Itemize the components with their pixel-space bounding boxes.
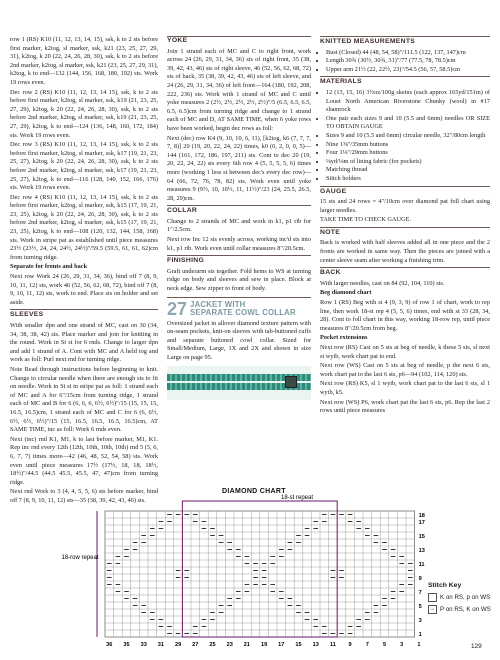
column-number: 29 — [174, 642, 182, 646]
paragraph: Dec row 2 (RS) K10 (11, 12, 13, 14 15), ssk, k to 2 sts before first marker, k2tog, sl marker, ssk, k19 (21, 23, 25, 27, 29), k2tog, k 20 (22, 24, 26, 28, 30), ssk, k to 2 sts before 2nd marker, k2tog, sl marker, ssk, k19 (21, 23, 25, 27, 29), k2tog, k to end—124 (136, 148, 160, 172, 184) sts. Work 19 rows even. — [10, 88, 158, 139]
paragraph: row 1 (RS) K10 (11, 12, 13, 14, 15), ssk, k to 2 sts before first marker, k2tog, sl marker, ssk, k21 (23, 25, 27, 29, 31), k2tog, k 20 (22, 24, 26, 28, 30), ssk, k to 2 sts before 2nd marker, k2tog, sl marker, ssk, k21 (23, 25, 27, 29, 31), k2tog, k to end—132 (144, 156, 168, 180, 192) sts. Work 19 rows even. — [10, 36, 158, 86]
diamond-chart — [10, 466, 490, 646]
column-number: 1 — [417, 642, 421, 646]
paragraph: Next row Inc 12 sts evenly across, working inc'd sts into k1, p1 rib. Work even until collar measures 8"/20.5cm. — [167, 236, 311, 252]
row-repeat-label: 18-row repeat — [61, 555, 99, 561]
heading-back: BACK — [320, 267, 490, 278]
column-number: 7 — [365, 642, 369, 646]
row-number: 5 — [418, 604, 422, 610]
project-title — [190, 301, 296, 317]
row-number: 11 — [418, 562, 425, 568]
column-number: 9 — [348, 642, 352, 646]
paragraph: Back is worked with half sleeves added all in one piece and the 2 fronts are worked in same way. Then the pieces are joined with a center sleeve seam after working a finishing trim. — [320, 239, 490, 264]
paragraph: Change to 2 strands of MC and work in k1, p1 rib for 1"/2.5cm. — [167, 217, 311, 234]
subheading-separate: Separate for fronts and back — [10, 263, 88, 271]
row-number: 18 — [418, 513, 425, 519]
stitch-key-label: K on RS, p on WS — [440, 594, 491, 601]
stitch-key-item — [428, 593, 491, 602]
purl-symbol-icon: − — [428, 605, 437, 614]
paragraph: Dec row 4 (RS) K10 (11, 12, 13, 14 15), ssk, k to 2 sts before first marker, k2tog, sl marker, ssk, k15 (17, 19, 21, 23, 25), k2tog, k 20 (22, 24, 26, 28, 30), ssk, k to 2 sts before 2nd marker, k2tog, sl marker, ssk, k15 (17, 19, 21, 23, 25), k2tog, k to end—108 (120, 132, 144, 158, 168) sts. Work in stripe pat as established until piece measures 23½ (23½, 24, 24, 24½, 24½)"/59.5 (59.5, 61, 61, 62)cm from turning ridge. — [10, 193, 158, 261]
column-number: 23 — [226, 642, 233, 646]
list-item: • Bust (Closed) 44 (48, 54, 58)"/111.5 (122, 137, 147)cm — [326, 49, 490, 58]
heading-collar: COLLAR — [167, 205, 311, 216]
paragraph: Oversized jacket in allover diamond texture pattern with on-seam pockets, knit-on sleeves with tab-buttoned cuffs and separate buttoned cowl collar. Sized for Small/Medium, Large, 1X and 2X and shown in size Large on page 95. — [167, 319, 311, 361]
column-number: 27 — [192, 642, 199, 646]
paragraph: Next row Work 24 (26, 29, 31, 34, 36), bind off 7 (8, 9, 10, 11, 12) sts, work 46 (52, 56, 62, 68, 72), bind off 7 (8, 9, 10, 11, 12) sts, work to end. Place sts on holder and set aside. — [10, 273, 158, 306]
page-number: 129 — [471, 643, 482, 650]
list-item: • ⅛yd/⅛m of lining fabric (for pockets) — [326, 158, 490, 167]
paragraph: Next row (WS) Cast on 5 sts at beg of needle, p the next 6 sts, work chart pat to the last 6 sts, p6—94 (102, 114, 120) sts. — [320, 362, 490, 378]
subheading-pocket: Pocket extensions — [320, 334, 368, 342]
column-number: 17 — [278, 642, 285, 646]
column-number: 15 — [295, 642, 302, 646]
repeat-label: 18-st repeat — [280, 495, 314, 501]
column-number: 25 — [209, 642, 216, 646]
list-item: • Four 1⅛"/29mm buttons — [326, 149, 490, 158]
paragraph: Row 1 (RS) Beg with st 4 (9, 3, 9) of row 1 of chart, work to rep line, then work 18-st rep 4 (5, 5, 6) times, end with st 33 (28, 34, 28). Cont to foll chart in this way, working 18-row rep, until piece measures 8"/20.5cm from beg. — [320, 299, 490, 332]
project-title-line: JACKET WITH — [190, 299, 246, 309]
yarn-swatch-image — [167, 366, 311, 400]
paragraph: TAKE TIME TO CHECK GAUGE. — [320, 216, 411, 224]
paragraph: Next (inc) rnd K1, M1, k to last before marker, M1, K1. Rep inc rnd every 12th (12th, 10th, 10th, 10th) rnd 5 (5, 6, 6, 7, 7) times more—42 (46, 48, 52, 54, 58) sts. Work even until piece measures 17½ (17½, 18, 18, 18½, 18½)"/44.5 (44.5 45.5, 45.5, 47, 47)cm from turning ridge. — [10, 435, 158, 486]
paragraph: 15 sts and 24 rows = 4"/10cm over diamond pat foll chart using larger needles. — [320, 198, 490, 214]
materials-list — [320, 89, 490, 184]
row-number: 1 — [418, 632, 422, 638]
column-number: 21 — [243, 642, 251, 646]
heading-note: NOTE — [320, 227, 490, 238]
measurement-list — [320, 49, 490, 75]
stitch-key-item — [428, 605, 491, 614]
heading-materials: MATERIALS — [320, 76, 490, 87]
column-number: 33 — [140, 642, 147, 646]
list-item: • One pair each sizes 9 and 10 (5.5 and 6mm) needles OR SIZE TO OBTAIN GAUGE — [326, 115, 490, 132]
heading-gauge: GAUGE — [320, 186, 490, 197]
column-number: 35 — [123, 642, 130, 646]
column-number: 3 — [400, 642, 404, 646]
list-item: • Length 30¾ (30½, 30¾, 31)"/77 (77.5, 78, 78.5)cm — [326, 57, 490, 66]
column-number: 31 — [157, 642, 165, 646]
list-item: • Stitch holders — [326, 175, 490, 184]
heading-sleeves: SLEEVES — [10, 309, 158, 320]
paragraph: Next (dec) row K4 (9, 10, 10, 6, 11), [k2tog, k6 (7, 7, 7, 7, 8)] 20 (19, 20, 22, 24, 22) times, k0 (0, 2, 0, 0, 5)—144 (161, 172, 186, 197, 211) sts. Cont to dec 20 (19, 20, 22, 24, 22) sts every 6th row 4 (5, 5, 5, 5, 6) times more (working 1 less st between dec's every dec row)—64 (66, 72, 76, 78, 82) sts. Work even until yoke measures 9 (9½, 10, 10½, 11, 11½)"/23 (24, 25.5, 26.5, 28, 29)cm. — [167, 134, 311, 202]
chart-title: DIAMOND CHART — [222, 488, 286, 495]
column-left — [10, 36, 158, 506]
column-right — [320, 36, 490, 417]
paragraph: Note Read through instructions before beginning to knit. Change to circular needle when there are enough sts to fit on needle. Work in St st in stripe pat as foll: 1 strand each of MC and A for 6"/15cm from turning ridge, 1 strand each of MC and B for 6 (6, 6, 6, 6½, 6½)"/15 (15, 15, 15, 16.5, 16.5)cm, 1 strand each of MC and C for 6 (6, 6½, 6½, 6½, 6½)"/15 (15, 16.5, 16.5, 16.5, 16.5)cm, AT SAME TIME, inc as foll: Work 6 rnds even. — [10, 365, 158, 434]
bottom-numbers — [106, 642, 420, 646]
list-item: • Nine 1⅜"/35mm buttons — [326, 141, 490, 150]
paragraph: Next row (RS) Cast on 5 sts at beg of needle, k these 5 sts, sl next st wyib, work chart pat to end. — [320, 344, 490, 360]
paragraph: Next row (RS) K5, sl 1 wyib, work chart pat to the last 6 sts, sl 1 wyib, k5. — [320, 380, 490, 396]
subheading-diamond: Beg diamond chart — [320, 289, 372, 297]
paragraph: With smaller dpn and one strand of MC, cast on 30 (34, 34, 38, 38, 42) sts. Place marker and join for knitting in the round. Work in St st for 6 rnds. Change to larger dpn and add 1 strand of A. Cont with MC and A held tog and work as foll: Purl next rnd for turning ridge. — [10, 322, 158, 364]
column-middle — [167, 36, 311, 400]
row-number: 3 — [418, 618, 422, 624]
chart-grid — [97, 501, 415, 637]
paragraph: Join 1 strand each of MC and C to right front, work across 24 (26, 29, 31, 34, 36) sts of right front, 35 (38, 39, 42, 43, 46) sts of right sleeve, 46 (52, 56, 62, 68, 72) sts of back, 35 (38, 39, 42, 43, 46) sts of left sleeve, and 24 (26, 29, 31, 34, 36) of left front—164 (180, 192, 208, 222, 236) sts. Work with 1 strand of MC and C until yoke measures 2 (2½, 2½, 2½, 2½, 2½)"/5 (6.5, 6.5, 6.5, 6.5, 6.5)cm from turning ridge and change to 1 strand each of MC and D, AT SAME TIME, when 6 yoke rows have been worked, begin dec rows as foll: — [167, 47, 311, 132]
knit-symbol-icon — [428, 593, 437, 602]
project-header — [167, 297, 311, 318]
color-chip — [285, 376, 297, 388]
right-numbers — [419, 513, 425, 638]
column-number: 19 — [260, 642, 268, 646]
stitch-key — [428, 582, 491, 617]
heading-yoke: YOKE — [167, 37, 188, 44]
project-title-line: SEPARATE COWL COLLAR — [190, 307, 296, 317]
paragraph: Dec row 3 (RS) K10 (11, 12, 13, 14 15), ssk, k to 2 sts before first marker, k2tog, sl marker, ssk, k17 (19, 21, 23, 25, 27), k2tog, k 20 (22, 24, 26, 28, 30), ssk, k to 2 sts before 2nd marker, k2tog, sl marker, ssk, k17 (19, 21, 23, 25, 27), k2tog, k to end—116 (128, 140, 152, 166, 176) sts. Work 19 rows even. — [10, 141, 158, 192]
list-item: • Sizes 9 and 10 (5.5 and 6mm) circular needle, 32"/80cm length — [326, 132, 490, 141]
paragraph: Next rnd Work to 3 (4, 4, 5, 5, 6) sts before marker, bind off 7 (8, 9, 10, 11, 12) sts—35 (38, 39, 42, 43, 46) sts. — [10, 488, 158, 504]
paragraph: Next row (WS) P6, work chart pat the last 6 sts, p6. Rep the last 2 rows until piece measures — [320, 398, 490, 415]
stitch-key-label: P on RS, K on WS — [440, 606, 491, 613]
project-number: 27 — [167, 298, 188, 319]
paragraph: With larger needles, cast on 84 (92, 104, 110) sts. — [320, 279, 445, 287]
column-number: 13 — [312, 642, 319, 646]
list-item: • Upper arm 21½ (22, 22½, 23)"/54.5 (56, 57, 58.5)cm — [326, 66, 490, 75]
list-item: • 12 (13, 15, 16) 3½oz/100g skeins (each approx 165yd/151m) of Louet North American Riverstone Chunky (wool) in #17 shamrock — [326, 89, 490, 115]
stitch-key-title: Stitch Key — [428, 582, 462, 589]
heading-finishing: FINISHING — [167, 255, 311, 266]
row-number: 15 — [418, 534, 425, 540]
row-number: 7 — [418, 590, 422, 596]
column-number: 36 — [106, 642, 113, 646]
row-number: 13 — [418, 548, 425, 554]
row-number: 17 — [418, 520, 425, 526]
list-item: • Matching thread — [326, 166, 490, 175]
column-number: 11 — [329, 642, 336, 646]
heading-measurements: KNITTED MEASUREMENTS — [320, 36, 490, 47]
row-number: 9 — [418, 576, 422, 582]
paragraph: Graft underarm sts together. Fold hems to WS at turning ridge on body and sleeves and sew in place. Block at neck edge. Sew zipper to front of body. — [167, 267, 311, 293]
column-number: 5 — [382, 642, 387, 646]
